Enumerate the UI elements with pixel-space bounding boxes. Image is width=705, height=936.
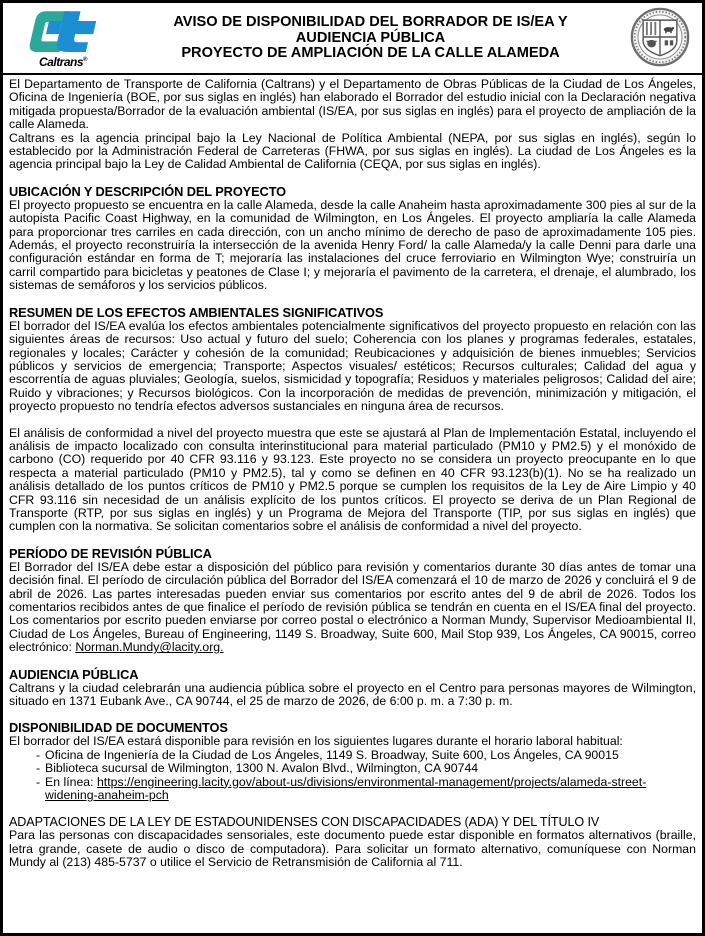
- title-line-3: PROYECTO DE AMPLIACIÓN DE LA CALLE ALAMEDA: [181, 45, 560, 62]
- section-heading-disponibilidad: DISPONIBILIDAD DE DOCUMENTOS: [9, 720, 228, 736]
- periodo-text: El Borrador del IS/EA debe estar a disposición del público para revisión y comentarios durante 30 días antes de tomar una decisión final. El período de circulación pública del Borrador del IS/EA comenzará el 10 de marzo de 2026 y concluirá el 9 de abril de 2026. Las partes interesadas pueden enviar sus comentarios por escrito antes del 9 de abril de 2026. Todos los comentarios recibidos antes de que finalice el período de revisión pública se tendrán en cuenta en el IS/EA final del proyecto. Los comentarios por escrito pueden enviarse por correo postal o electrónico a Norman Mundy, Supervisor Medioambiental II, Ciudad de Los Ángeles, Bureau of Engineering, 1149 S. Broadway, Suite 600, Mail Stop 939, Los Ángeles, CA 90015, correo electrónico:: [9, 559, 696, 655]
- intro-paragraph-1: El Departamento de Transporte de California (Caltrans) y el Departamento de Obras Públicas de la Ciudad de Los Ángeles, Oficina de Ingeniería (BOE, por sus siglas en inglés) han elaborado el Borrador del estudio inicial con la Declaración negativa mitigada propuesta/Borrador de la evaluación ambiental (IS/EA, por sus siglas en inglés) para el proyecto de ampliación de la calle Alameda.: [9, 77, 696, 132]
- section-heading-ada: ADAPTACIONES DE LA LEY DE ESTADOUNIDENSES CON DISCAPACIDADES (ADA) Y DEL TÍTULO IV: [9, 815, 600, 830]
- title-line-1: AVISO DE DISPONIBILIDAD DEL BORRADOR DE IS/EA Y: [173, 14, 568, 31]
- section-heading-periodo: PERÍODO DE REVISIÓN PÚBLICA: [9, 545, 212, 561]
- section-heading-resumen: RESUMEN DE LOS EFECTOS AMBIENTALES SIGNIFICATIVOS: [9, 304, 384, 320]
- location-boe: Oficina de Ingeniería de la Ciudad de Los Ángeles, 1149 S. Broadway, Suite 600, Los Ángeles, CA 90015: [45, 747, 619, 762]
- email-link[interactable]: Norman.Mundy@lacity.org.: [75, 640, 224, 655]
- ada-paragraph: Para las personas con discapacidades sensoriales, este documento puede estar disponible en formatos alternativos (braille, letra grande, casete de audio o disco de computadora). Para solicitar un formato alternativo, comuníquese con Norman Mundy al (213) 485-5737 o utilice el Servicio de Retransmisión de California al 711.: [9, 828, 696, 870]
- section-ubicacion: [9, 185, 696, 293]
- bullet-dash-icon: -: [35, 747, 41, 762]
- project-url-link[interactable]: https://engineering.lacity.gov/about-us/divisions/environmental-management/projects/alameda-street-widening-anaheim-pch: [45, 774, 647, 803]
- list-item: [9, 749, 696, 762]
- section-resumen-conformidad: [9, 427, 696, 534]
- list-item: [9, 762, 696, 775]
- section-periodo: [9, 547, 696, 655]
- resumen-paragraph-1: El borrador del IS/EA evalúa los efectos ambientales potencialmente significativos del proyecto propuesto en relación con las siguientes áreas de recursos: Uso actual y futuro del suelo; Coherencia con los planes y programas federales, estatales, regionales y locales; Carácter y cohesión de la comunidad; Reubicaciones y adquisición de bienes inmuebles; Servicios públicos y servicios de emergencia; Transporte; Aspectos visuales/ estéticos; Recursos culturales; Calidad del agua y escorrentía de aguas pluviales; Geología, suelos, sismicidad y topografía; Residuos y materiales peligrosos; Calidad del aire; Ruido y vibraciones; y Recursos biológicos. Con la incorporación de medidas de prevención, minimización y mitigación, el proyecto propuesto no tendría efectos adversos sustanciales en ninguna área de recursos.: [9, 318, 696, 414]
- section-resumen: [9, 306, 696, 414]
- city-of-los-angeles-seal: [624, 7, 696, 70]
- notice-body: [3, 75, 702, 870]
- registered-mark-icon: ®: [83, 56, 87, 63]
- intro-paragraph-2: Caltrans es la agencia principal bajo la Ley Nacional de Política Ambiental (NEPA, por sus siglas en inglés), según lo establecido por la Administración Federal de Carreteras (FHWA, por sus siglas en inglés). La ciudad de Los Ángeles es la agencia principal bajo la Ley de Calidad Ambiental de California (CEQA, por sus siglas en inglés).: [9, 130, 696, 172]
- bullet-dash-icon: -: [35, 761, 41, 776]
- section-heading-audiencia: AUDIENCIA PÚBLICA: [9, 666, 139, 682]
- notice-title: [117, 15, 624, 62]
- list-item: [9, 776, 696, 803]
- locations-list: [9, 749, 696, 803]
- section-disponibilidad: [9, 721, 696, 802]
- disponibilidad-intro: El borrador del IS/EA estará disponible para revisión en los siguientes lugares durante el horario laboral habitual:: [9, 734, 623, 749]
- section-audiencia: [9, 668, 696, 709]
- caltrans-logo: [9, 8, 117, 69]
- resumen-paragraph-2: El análisis de conformidad a nivel del proyecto muestra que este se ajustará al Plan de Implementación Estatal, incluyendo el análisis de impacto localizado con consulta interinstitucional para material particulado (PM10 y PM2.5) y el monóxido de carbono (CO) requerido por 40 CFR 93.116 y 93.123. Este proyecto no se considera un proyecto preocupante en lo que respecta a material particulado (PM10 y PM2.5), tal y como se definen en 40 CFR 93.123(b)(1). No se ha realizado un análisis detallado de los puntos críticos de PM10 y PM2.5 porque se cumplen los requisitos de la Ley de Aire Limpio y 40 CFR 93.116 sin necesidad de un análisis explícito de los puntos críticos. El proyecto se deriva de un Plan Regional de Transporte (RTP, por sus siglas en inglés) y un Programa de Mejora del Transporte (TIP, por sus siglas en inglés) que cumplen con la normativa. Se solicitan comentarios sobre el análisis de conformidad a nivel del proyecto.: [9, 425, 696, 534]
- caltrans-wordmark-text: Caltrans: [39, 54, 84, 69]
- ubicacion-paragraph: El proyecto propuesto se encuentra en la calle Alameda, desde la calle Anaheim hasta aproximadamente 300 pies al sur de la autopista Pacific Coast Highway, en la comunidad de Wilmington, en Los Ángeles. El proyecto ampliaría la calle Alameda para proporcionar tres carriles en cada dirección, con un ancho mínimo de derecho de paso de aproximadamente 105 pies. Además, el proyecto reconstruiría la intersección de la avenida Henry Ford/ la calle Alameda/y la calle Denni para darle una configuración estándar en forma de T; mejoraría las instalaciones del cruce ferroviario en Wilmington Wye; construiría un carril compartido para bicicletas y peatones de Clase I; y mejoraría el pavimento de la carretera, el drenaje, el alumbrado, los sistemas de semáforos y los servicios públicos.: [9, 197, 696, 293]
- la-city-seal-icon: [630, 7, 690, 67]
- periodo-paragraph: [9, 561, 696, 655]
- notice-header: [3, 3, 702, 75]
- online-prefix: En línea:: [45, 774, 97, 789]
- caltrans-wordmark: [9, 54, 117, 69]
- section-ada: [9, 815, 696, 869]
- audiencia-paragraph: Caltrans y la ciudad celebrarán una audiencia pública sobre el proyecto en el Centro para personas mayores de Wilmington, situado en 1371 Eubank Ave., CA 90744, el 25 de marzo de 2026, de 6:00 p. m. a 7:30 p. m.: [9, 680, 696, 709]
- section-heading-ubicacion: UBICACIÓN Y DESCRIPCIÓN DEL PROYECTO: [9, 183, 287, 199]
- title-line-2: AUDIENCIA PÚBLICA: [295, 29, 446, 46]
- location-library: Biblioteca sucursal de Wilmington, 1300 N. Avalon Blvd., Wilmington, CA 90744: [45, 761, 479, 776]
- location-online: [45, 776, 696, 803]
- bullet-dash-icon: -: [35, 774, 41, 789]
- caltrans-ct-icon: [22, 8, 104, 52]
